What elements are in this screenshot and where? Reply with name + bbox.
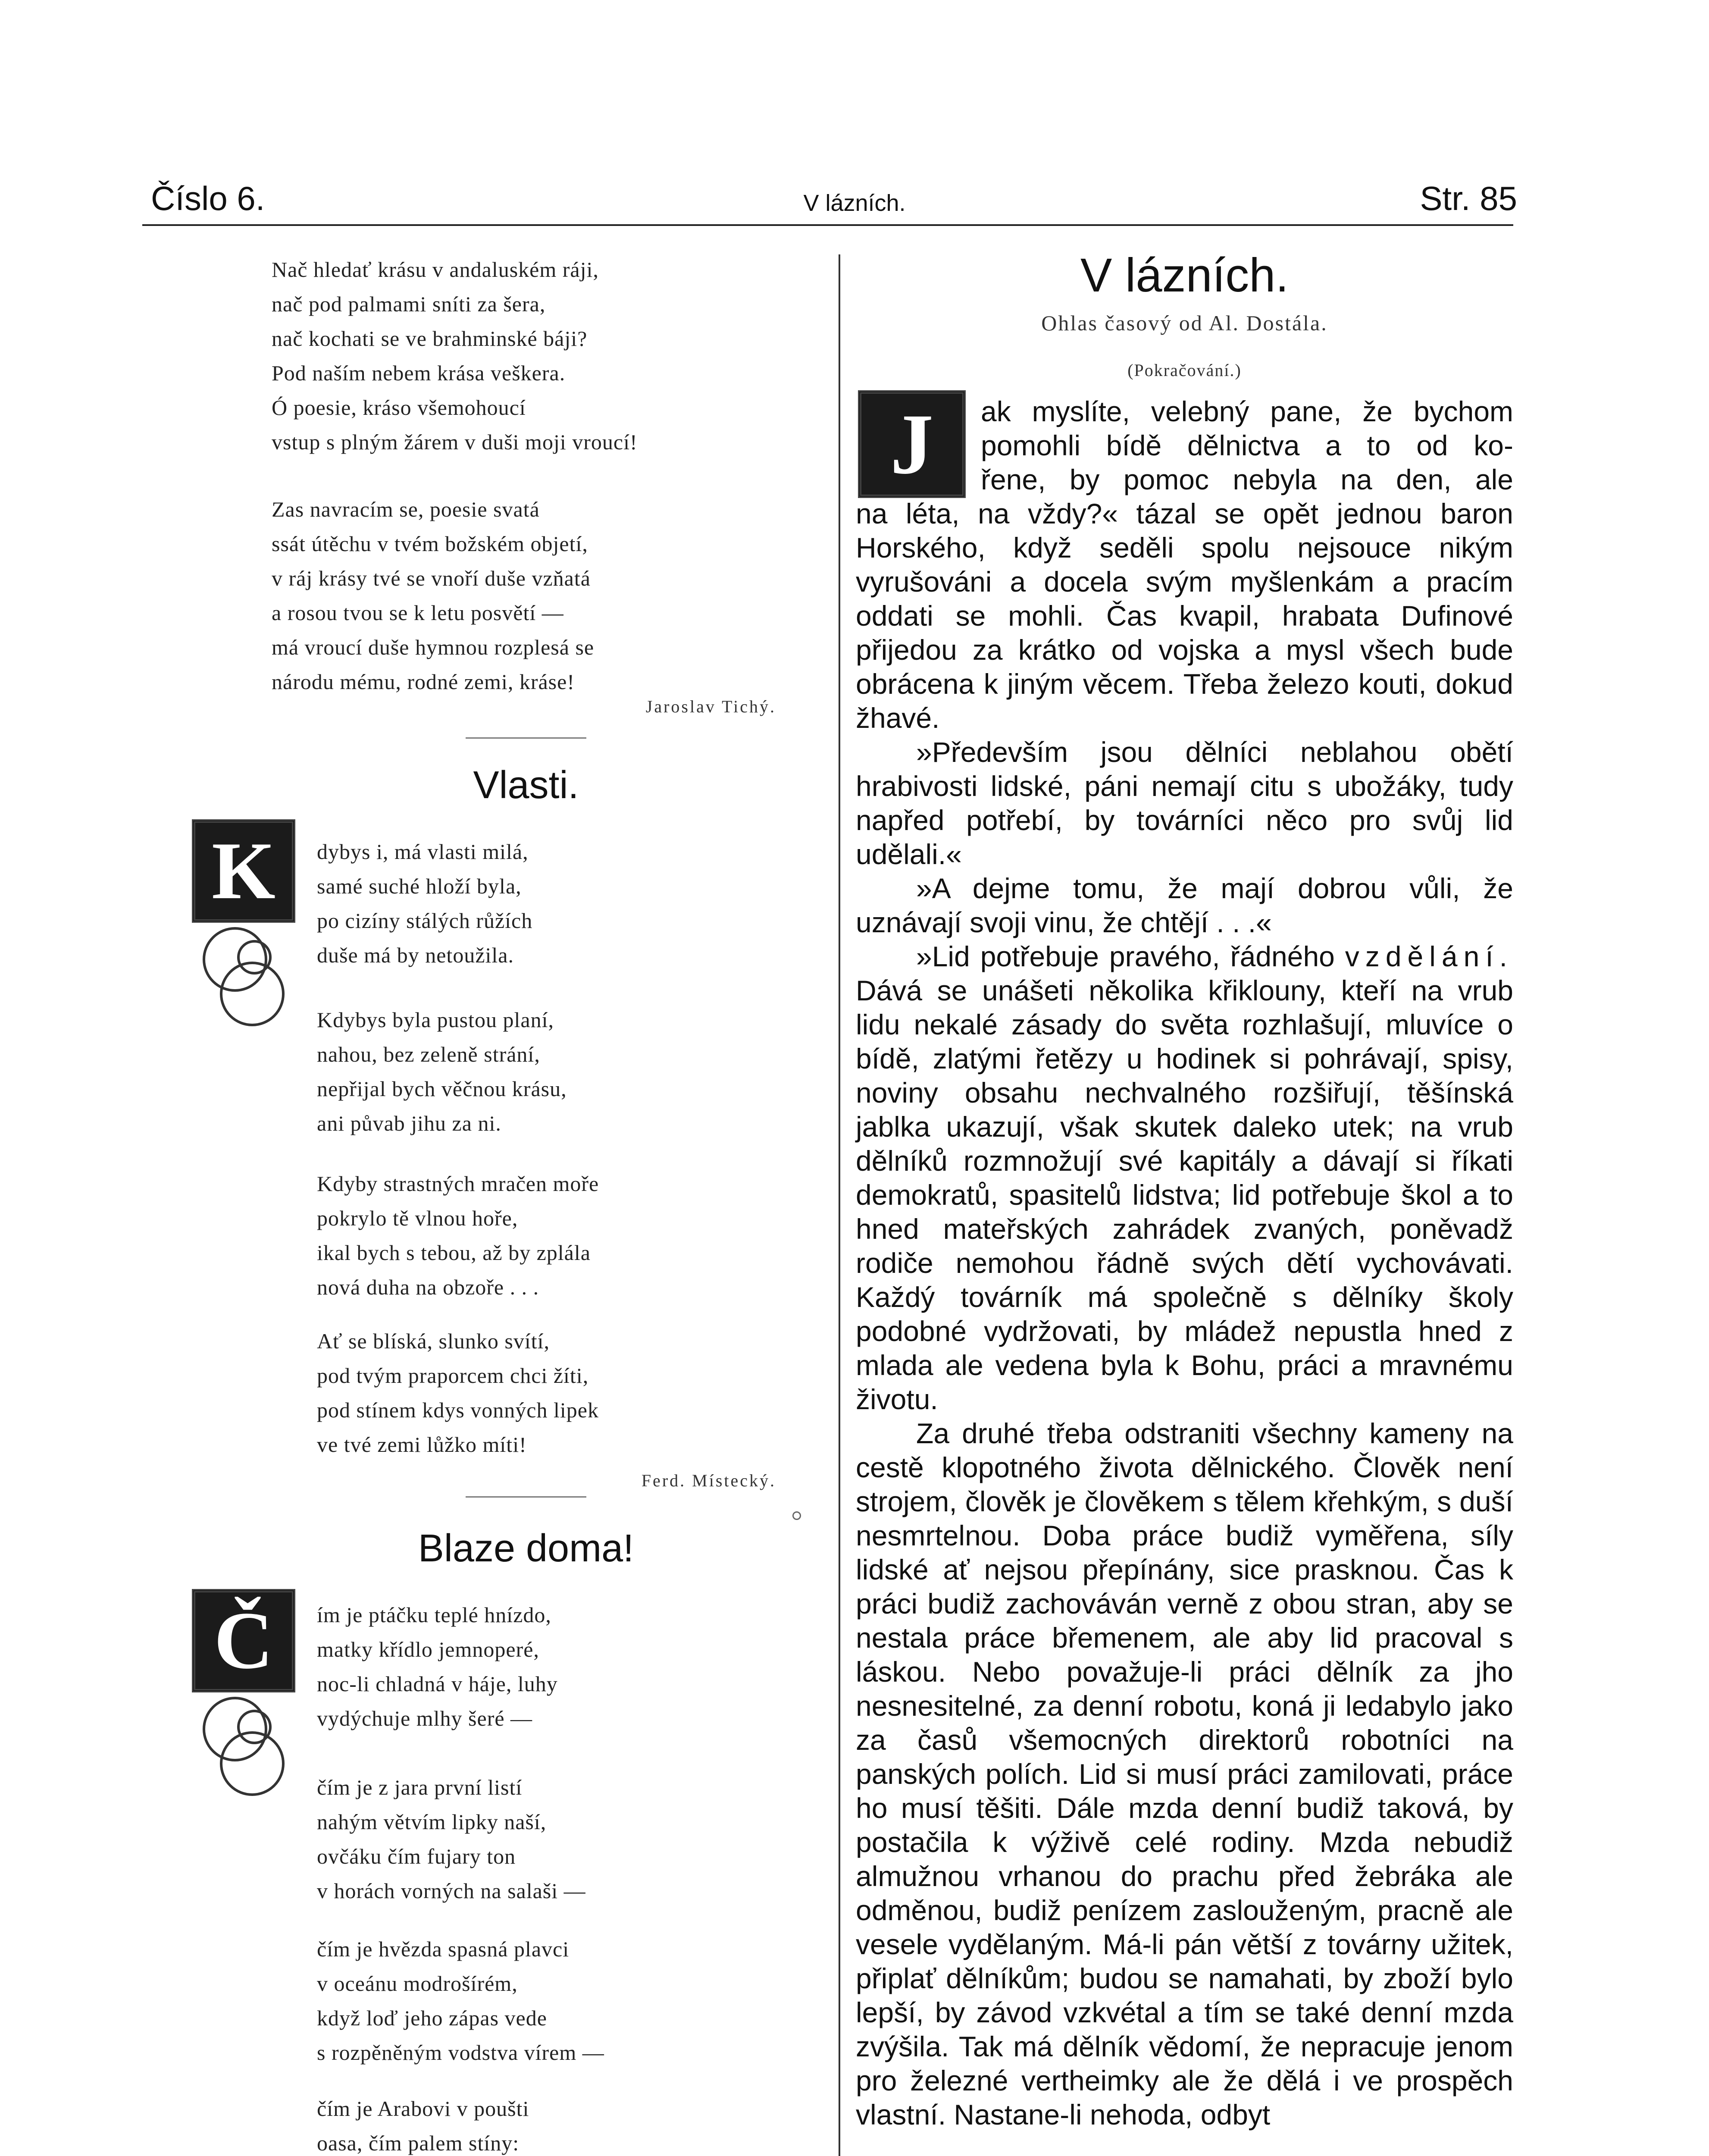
paragraph-4-start: »Lid potřebuje pravého, řádného: [916, 940, 1345, 972]
verse-line: nač kochati se ve brahminské báji?: [272, 326, 588, 351]
poem-3-stanza-1: [317, 1598, 791, 1736]
verse-line: dybys i, má vlasti milá,: [317, 840, 529, 864]
verse-line: v horách vorných na salaši —: [317, 1879, 586, 1903]
poem-2-stanza-2: [317, 1003, 791, 1141]
article-paragraph-4: [856, 940, 1513, 1416]
paragraph-4-rest: Dává se unášeti několika křiklouny, kteří na vrub lidu nekalé zásady do světa rozhlašují, mluvíce o bídě, zlatými řetězy u hodinek si pohrávají, spisy, noviny obsahu nechvalného rozšiřují, těšínská jablka ukazují, však skutek daleko utek; na vrub dělníků rozmnožují své kapitály a dávají si říkati demokratů, spasitelů lidstva; lid potřebuje škol a to hned mateřských zahrádek zvaných, poněvadž rodiče nemohou řádně svých dětí vychovávati. Každý továrník má společně s dělníky školy podobné vydržovati, by mládež nepustla hned z mlada ale vedena byla k Bohu, práci a mravnému životu.: [856, 975, 1513, 1415]
verse-line: ssát útěchu v tvém božském objetí,: [272, 532, 588, 556]
poem-2-title: Vlasti.: [473, 764, 579, 807]
running-title: V lázních.: [803, 190, 906, 216]
column-divider: [839, 254, 840, 2156]
issue-number: Číslo 6.: [151, 179, 265, 217]
article-title: V lázních.: [1080, 249, 1289, 302]
margin-mark: [792, 1511, 801, 1520]
continued-note: (Pokračování.): [1127, 360, 1242, 380]
poem-1: [272, 252, 780, 699]
verse-line: oasa, čím palem stíny:: [317, 2131, 520, 2155]
article-body: [856, 497, 1513, 2132]
separator-1: [272, 737, 780, 739]
drop-cap-letter: Č: [214, 1595, 273, 1686]
verse-line: po cizíny stálých růžích: [317, 909, 533, 933]
header-rule: [142, 224, 1513, 226]
article-paragraph-5: Za druhé třeba odstraniti všechny kameny na cestě klopotného života dělnického. Člověk není strojem, člověk je člověkem s tělem křehkým, s duší nesmrtelnou. Doba práce budiž vyměřena, síly lidské ať nejsou přepínány, sice prasknou. Čas k práci budiž zachováván verně z obou stran, aby se nestala práce břemenem, ale aby lid pracoval s láskou. Nebo považuje-li práci dělník za jho nesnesitelné, za denní robotu, koná ji ledabylo jako za časů všemocných direktorů robotníci na panských polích. Lid si musí práci zamilovati, práce ho musí těšiti. Dále mzda denní budiž taková, by postačila k výživě celé rodiny. Mzda nebudiž almužnou vrhanou do prachu před žebráka ale odměnou, budiž penízem zaslouženým, pracně ale vesele vydělaným. Má-li pán větší z továrny užitek, připlať dělníkům; budou se namahati, by zboží bylo lepší, by závod vzkvétal a tím se také denní mzda zvýšila. Tak má dělník vědomí, že nepracuje jenom pro železné vertheimky ale že dělá i ve prospěch vlastní. Nastane-li nehoda, odbyt: [856, 1417, 1513, 2131]
verse-line: nepřijal bych věčnou krásu,: [317, 1077, 567, 1101]
poem-2-stanza-4: [317, 1324, 791, 1462]
ornament-flourish-icon: [185, 1692, 297, 1805]
verse-line: nová duha na obzoře . . .: [317, 1275, 539, 1299]
verse-line: čím je Arabovi v poušti: [317, 2096, 529, 2121]
verse-line: ani půvab jihu za ni.: [317, 1111, 501, 1135]
verse-line: vstup s plným žárem v duši moji vroucí!: [272, 430, 638, 454]
verse-line: má vroucí duše hymnou rozplesá se: [272, 635, 595, 659]
article-paragraph-1: na léta, na vždy?« tázal se opět jednou baron Horského, když seděli spolu nejsouce nikým vyrušováni a docela svým myšlenkám a pracím oddati se mohli. Čas kvapil, hrabata Dufinové přijedou za krátko od vojska a mysl všech bude obrácena k jiným věcem. Třeba železo kouti, dokud žhavé.: [856, 498, 1513, 734]
article-line: ak myslíte, velebný pane, že bychom: [981, 395, 1513, 427]
verse-line: s rozpěněným vodstva vírem —: [317, 2040, 604, 2065]
verse-line: a rosou tvou se k letu posvětí —: [272, 601, 564, 625]
verse-line: Zas navracím se, poesie svatá: [272, 497, 540, 521]
poem-1-author: Jaroslav Tichý.: [645, 697, 776, 716]
poem-3-stanza-3: [317, 1932, 791, 2070]
verse-line: čím je z jara první listí: [317, 1775, 523, 1799]
article-first-lines: [981, 395, 1513, 497]
drop-cap-j: [858, 390, 966, 498]
verse-line: matky křídlo jemnoperé,: [317, 1637, 539, 1661]
poem-1-stanza-2: [272, 492, 780, 699]
poem-1-stanza-1: [272, 252, 780, 459]
drop-cap-k: [192, 819, 295, 923]
poem-3-title: Blaze doma!: [418, 1527, 634, 1570]
article-subtitle: Ohlas časový od Al. Dostála.: [1041, 311, 1328, 335]
verse-line: Nač hledať krásu v andaluském ráji,: [272, 257, 599, 282]
drop-cap-letter: J: [890, 396, 933, 492]
verse-line: ikal bych s tebou, až by zplála: [317, 1241, 591, 1265]
verse-line: Pod naším nebem krása veškera.: [272, 361, 566, 385]
poem-3-stanza-4: [317, 2091, 791, 2156]
verse-line: ovčáku čím fujary ton: [317, 1844, 516, 1868]
verse-line: pokrylo tě vlnou hoře,: [317, 1206, 518, 1230]
ornament-flourish-icon: [185, 923, 297, 1035]
spaced-word: vzdělání.: [1345, 940, 1513, 972]
page-number: Str. 85: [1420, 179, 1517, 217]
verse-line: ím je ptáčku teplé hnízdo,: [317, 1603, 551, 1627]
verse-line: čím je hvězda spasná plavci: [317, 1937, 570, 1961]
verse-line: ve tvé zemi lůžko míti!: [317, 1432, 527, 1457]
verse-line: duše má by netoužila.: [317, 943, 514, 967]
drop-cap-c: [192, 1589, 295, 1692]
verse-line: pod stínem kdys vonných lipek: [317, 1398, 599, 1422]
poem-2-stanza-1: [317, 834, 791, 972]
article-line: pomohli bídě dělnictva a to od ko-: [981, 429, 1513, 461]
article-line: řene, by pomoc nebyla na den, ale: [981, 464, 1513, 495]
poem-2-stanza-3: [317, 1166, 791, 1304]
verse-line: Kdybys byla pustou planí,: [317, 1008, 554, 1032]
article-paragraph-3: »A dejme tomu, že mají dobrou vůli, že uznávají svoji vinu, že chtějí . . .«: [856, 872, 1513, 938]
verse-line: nač pod palmami sníti za šera,: [272, 292, 546, 316]
verse-line: pod tvým praporcem chci žíti,: [317, 1363, 589, 1388]
verse-line: v oceánu modrošírém,: [317, 1971, 518, 1996]
verse-line: nahým větvím lipky naší,: [317, 1810, 547, 1834]
verse-line: Ó poesie, kráso všemohoucí: [272, 395, 526, 420]
poem-3-stanza-2: [317, 1770, 791, 1908]
verse-line: noc-li chladná v háje, luhy: [317, 1672, 558, 1696]
verse-line: když loď jeho zápas vede: [317, 2006, 547, 2030]
verse-line: národu mému, rodné zemi, kráse!: [272, 670, 575, 694]
verse-line: Ať se blíská, slunko svítí,: [317, 1329, 550, 1353]
article-paragraph-2: »Především jsou dělníci neblahou obětí hrabivosti lidské, páni nemají citu s ubožáky, tudy napřed potřebí, by továrníci něco pro svůj lid udělali.«: [856, 736, 1513, 870]
verse-line: v ráj krásy tvé se vnoří duše vzňatá: [272, 566, 591, 590]
separator-2: [272, 1496, 780, 1498]
verse-line: samé suché hloží byla,: [317, 874, 522, 898]
verse-line: vydýchuje mlhy šeré —: [317, 1706, 533, 1730]
verse-line: Kdyby strastných mračen moře: [317, 1172, 599, 1196]
verse-line: nahou, bez zeleně strání,: [317, 1042, 540, 1066]
drop-cap-letter: K: [212, 826, 275, 916]
poem-2-author: Ferd. Místecký.: [641, 1471, 776, 1490]
